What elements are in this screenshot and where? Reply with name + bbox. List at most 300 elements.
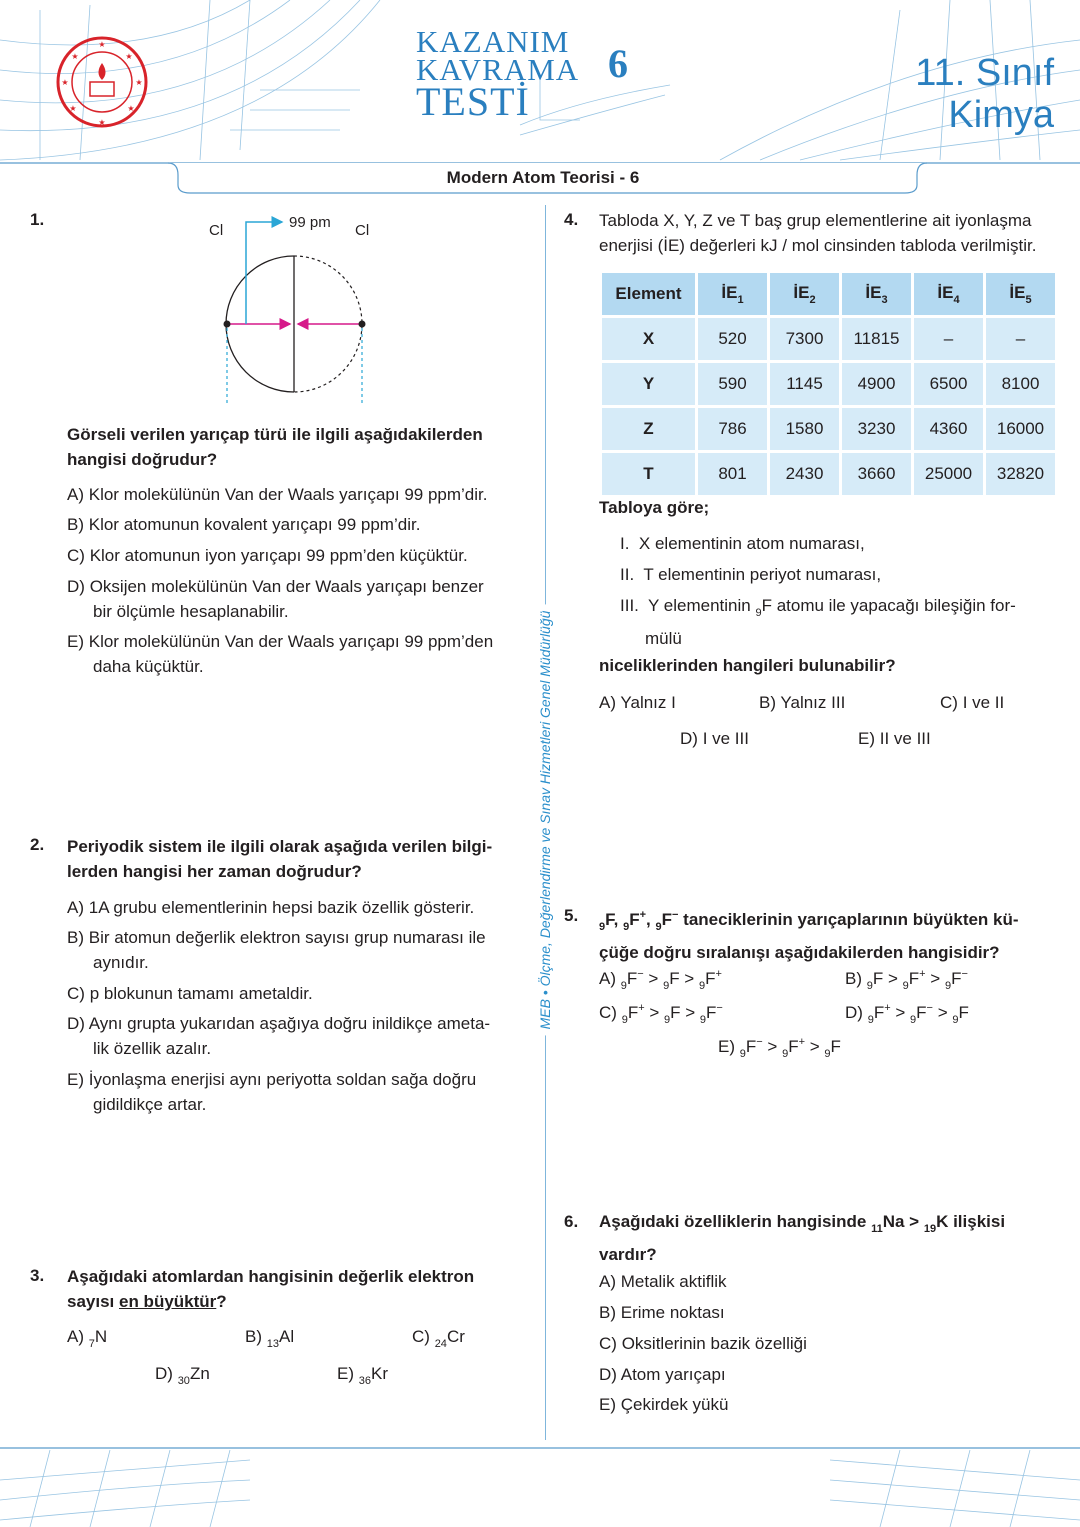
formula-operator: > (932, 1003, 953, 1022)
ie-value-cell: 786 (698, 408, 767, 450)
ion-charge: − (637, 968, 644, 980)
answer-option[interactable] (599, 690, 676, 715)
ie-value-cell: 590 (698, 363, 767, 405)
q4-item-3 (620, 593, 1016, 651)
element-symbol: F (605, 910, 614, 929)
formula-operator: > (643, 969, 664, 988)
chemical-species (923, 1212, 949, 1235)
option-formula (266, 1327, 295, 1350)
formula-operator: > (762, 1037, 783, 1056)
answer-option[interactable] (67, 1067, 476, 1117)
atomic-number: 9 (739, 1048, 746, 1060)
q6-stem (599, 1209, 1005, 1267)
option-text: bir ölçümle hesaplanabilir. (93, 602, 289, 621)
ie-value-cell: – (986, 318, 1055, 360)
option-line (67, 1092, 476, 1117)
topic-title: Modern Atom Teorisi - 6 (446, 168, 640, 187)
option-text: II ve III (879, 729, 931, 748)
option-label: A) (599, 969, 616, 988)
answer-option[interactable] (599, 1300, 725, 1325)
option-label: E) (67, 1070, 84, 1089)
ministry-logo (55, 35, 150, 130)
q6-stem-line: vardır? (599, 1245, 657, 1264)
answer-option[interactable] (67, 512, 420, 537)
formula-operator: , (613, 910, 624, 929)
atomic-number: 36 (358, 1375, 371, 1387)
option-label: D) (680, 729, 698, 748)
option-text: Metalik aktiflik (620, 1272, 727, 1291)
ie-value-cell: 16000 (986, 408, 1055, 450)
atomic-number: 13 (266, 1338, 279, 1350)
ie-value-cell: 6500 (914, 363, 983, 405)
formula-operator: > (644, 1003, 665, 1022)
svg-text:★: ★ (98, 40, 106, 49)
answer-option[interactable] (245, 1324, 294, 1357)
chemical-species (620, 968, 644, 992)
brand-line-3: TESTİ (416, 78, 530, 124)
q6-stem-text: Aşağıdaki özelliklerin hangisinde (599, 1212, 872, 1231)
ie-value-cell: 1145 (770, 363, 839, 405)
q3-stem-post: ? (216, 1292, 227, 1311)
header-index: 1 (737, 293, 744, 306)
option-text: Klor atomunun iyon yarıçapı 99 ppm’den küçüktür. (89, 546, 468, 565)
item-text: mülü (645, 629, 682, 648)
formula-operator: > (679, 969, 699, 988)
divider-text: MEB • Ölçme, Değerlendirme ve Sınav Hizmetleri Genel Müdürlüğü (537, 605, 553, 1036)
element-cell: Z (602, 408, 695, 450)
answer-option[interactable] (845, 996, 969, 1033)
element-symbol: F (761, 596, 772, 615)
element-symbol: Zn (189, 1364, 210, 1383)
header-element: Element (602, 273, 695, 315)
element-symbol: F (908, 969, 920, 988)
element-symbol: Kr (370, 1364, 388, 1383)
option-line (67, 925, 486, 950)
chemical-species (866, 969, 884, 992)
answer-option[interactable] (680, 726, 749, 751)
option-line (67, 981, 313, 1006)
option-line (67, 1067, 476, 1092)
atomic-number: 11 (871, 1223, 883, 1235)
ion-charge: − (672, 909, 679, 921)
element-symbol: F (626, 969, 638, 988)
option-text: Erime noktası (620, 1303, 725, 1322)
q4-item-1 (620, 534, 865, 554)
atomic-number: 9 (623, 921, 630, 933)
q2-number: 2. (30, 835, 45, 854)
svg-text:★: ★ (69, 104, 77, 113)
header-base: İE (865, 282, 882, 302)
svg-text:★: ★ (125, 52, 133, 61)
option-text: Oksijen molekülünün Van der Waals yarıçapı benzer (89, 577, 484, 596)
option-label: C) (412, 1327, 430, 1346)
grade-label: 11. Sınıf (915, 52, 1054, 94)
chemical-species (824, 1037, 841, 1060)
element-symbol: F (705, 969, 716, 988)
option-line (67, 950, 486, 975)
q4-lead: Tabloya göre; (599, 498, 710, 517)
ie-value-cell: 4360 (914, 408, 983, 450)
ie-value-cell: 25000 (914, 453, 983, 495)
option-formula (177, 1364, 210, 1387)
formula-operator: , (646, 910, 656, 929)
option-label: C) (67, 546, 85, 565)
option-text: I ve II (962, 693, 1005, 712)
svg-text:★: ★ (61, 78, 69, 87)
ion-charge: + (798, 1036, 806, 1048)
element-symbol: K (936, 1212, 949, 1231)
header-index: 5 (1025, 293, 1032, 306)
chemical-species (871, 1212, 905, 1235)
option-line (67, 599, 484, 624)
option-formula (739, 1036, 841, 1060)
table-header-row (602, 273, 1055, 315)
option-label: B) (245, 1327, 262, 1346)
chemical-species (910, 1002, 933, 1026)
roman-numeral: III. (620, 596, 639, 615)
option-label: A) (67, 1327, 84, 1346)
answer-option[interactable] (337, 1361, 388, 1394)
option-label: C) (940, 693, 958, 712)
brand-line-2: KAVRAMA (416, 51, 580, 87)
option-label: B) (67, 515, 84, 534)
brand-line-1: KAZANIM (416, 24, 570, 59)
header-ie (914, 273, 983, 315)
ion-charge: − (961, 968, 968, 980)
atomic-number: 9 (782, 1048, 789, 1060)
option-label: E) (67, 632, 84, 651)
header-ie (698, 273, 767, 315)
option-text: Yalnız I (620, 693, 676, 712)
q1-stem-line: hangisi doğrudur? (67, 450, 218, 469)
option-text: I ve III (702, 729, 749, 748)
cl-right-label: Cl (355, 222, 370, 239)
option-label: D) (67, 577, 85, 596)
element-symbol: F (670, 1003, 681, 1022)
ie-value-cell: 2430 (770, 453, 839, 495)
atomic-number: 24 (434, 1338, 447, 1350)
q5-stem-formula (599, 909, 679, 933)
option-label: A) (599, 1272, 616, 1291)
ie-value-cell: 3230 (842, 408, 911, 450)
answer-option[interactable] (940, 690, 1004, 715)
option-text: lik özellik azalır. (93, 1039, 212, 1058)
atomic-number: 9 (699, 1014, 707, 1026)
element-symbol: F (788, 1037, 799, 1056)
answer-option[interactable] (67, 482, 488, 507)
q5-stem (599, 903, 1019, 965)
answer-option[interactable] (599, 1392, 728, 1417)
atomic-number: 19 (923, 1223, 937, 1235)
ion-charge: + (715, 968, 722, 980)
option-formula (358, 1364, 388, 1387)
element-symbol: F (873, 1003, 885, 1022)
answer-option[interactable] (599, 1331, 807, 1356)
option-label: C) (599, 1003, 617, 1022)
ion-charge: + (639, 909, 647, 921)
q6-stem-formula (871, 1212, 949, 1235)
atomic-number: 9 (655, 921, 662, 933)
ie-value-cell: 801 (698, 453, 767, 495)
answer-option[interactable] (67, 629, 493, 679)
radius-label: 99 pm (289, 214, 331, 231)
chemical-species (663, 969, 680, 992)
option-label: B) (67, 928, 84, 947)
option-formula (434, 1327, 465, 1350)
ie-value-cell: 520 (698, 318, 767, 360)
q3-stem-line: Aşağıdaki atomlardan hangisinin değerlik elektron (67, 1267, 475, 1286)
header-ie (842, 273, 911, 315)
subject-label: Kimya (948, 94, 1054, 136)
chemical-species (621, 1002, 645, 1026)
formula-operator: > (925, 969, 945, 988)
option-formula (866, 968, 968, 992)
option-line (67, 543, 468, 568)
svg-text:★: ★ (98, 118, 106, 127)
chemical-species (177, 1364, 210, 1387)
chemical-species (88, 1327, 108, 1350)
answer-option[interactable] (759, 690, 845, 715)
element-symbol: F (706, 1003, 717, 1022)
atomic-number: 9 (902, 980, 909, 992)
atomic-number: 9 (944, 980, 952, 992)
chemical-species (699, 1002, 723, 1026)
svg-text:★: ★ (135, 78, 143, 87)
option-label: D) (155, 1364, 173, 1383)
element-symbol: F (951, 969, 962, 988)
q4-stem (599, 208, 1036, 258)
roman-numeral: II. (620, 565, 635, 584)
atomic-number: 9 (824, 1048, 831, 1060)
q3-number: 3. (30, 1266, 45, 1285)
ie-value-cell: 11815 (842, 318, 911, 360)
option-text: aynıdır. (93, 953, 149, 972)
option-label: B) (599, 1303, 616, 1322)
answer-option[interactable] (718, 1030, 841, 1067)
table-row (602, 363, 1055, 405)
ion-charge: − (756, 1036, 763, 1048)
option-label: A) (599, 693, 616, 712)
option-line (67, 1011, 490, 1036)
element-symbol: Al (278, 1327, 295, 1346)
item-text: atomu ile yapacağı bileşiğin for- (771, 596, 1016, 615)
atomic-number: 7 (88, 1338, 95, 1350)
option-line (67, 482, 488, 507)
ion-charge: − (926, 1002, 933, 1014)
ion-charge: + (638, 1002, 645, 1014)
option-text: gidildikçe artar. (93, 1095, 207, 1114)
option-formula (867, 1002, 969, 1026)
footer-pattern (0, 1440, 1080, 1527)
option-text: İyonlaşma enerjisi aynı periyotta soldan sağa doğru (88, 1070, 477, 1089)
option-label: C) (67, 984, 85, 1003)
answer-option[interactable] (599, 996, 723, 1033)
grade-subject (915, 52, 1054, 136)
element-cell: Y (602, 363, 695, 405)
answer-option[interactable] (67, 925, 486, 975)
option-label: A) (67, 485, 84, 504)
atomic-number: 9 (620, 980, 627, 992)
option-formula (88, 1327, 108, 1350)
formula-operator: > (805, 1037, 825, 1056)
ie-value-cell: – (914, 318, 983, 360)
chemical-species (782, 1036, 806, 1060)
answer-option[interactable] (858, 726, 931, 751)
ion-charge: + (919, 968, 926, 980)
chemical-species (655, 909, 679, 933)
option-label: E) (858, 729, 875, 748)
svg-text:★: ★ (71, 52, 79, 61)
table-row (602, 408, 1055, 450)
answer-option[interactable] (599, 1269, 727, 1294)
answer-option[interactable] (155, 1361, 210, 1394)
chemical-species (944, 968, 968, 992)
q5-stem-line: çüğe doğru sıralanışı aşağıdakilerden hangisidir? (599, 943, 1000, 962)
option-label: E) (337, 1364, 354, 1383)
option-label: E) (599, 1395, 616, 1414)
element-symbol: F (916, 1003, 927, 1022)
table-row (602, 318, 1055, 360)
option-text: Klor atomunun kovalent yarıçapı 99 ppm’dir. (88, 515, 421, 534)
option-text: Klor molekülünün Van der Waals yarıçapı 99 ppm’dir. (88, 485, 488, 504)
q4-stem-line: Tabloda X, Y, Z ve T baş grup elementlerine ait iyonlaşma (599, 211, 1032, 230)
answer-option[interactable] (67, 1011, 490, 1061)
roman-numeral: I. (620, 534, 630, 553)
q2-stem-line: lerden hangisi her zaman doğrudur? (67, 862, 362, 881)
atomic-number: 9 (599, 921, 606, 933)
option-label: D) (599, 1365, 617, 1384)
q3-stem (67, 1264, 474, 1314)
option-label: B) (845, 969, 862, 988)
ion-charge: + (884, 1002, 891, 1014)
answer-option[interactable] (67, 895, 474, 920)
answer-option[interactable] (845, 962, 968, 999)
option-text: Oksitlerinin bazik özelliği (621, 1334, 807, 1353)
element-symbol: Na (882, 1212, 905, 1231)
option-line (67, 574, 484, 599)
header-ie (770, 273, 839, 315)
answer-option[interactable] (67, 543, 468, 568)
option-text: Yalnız III (780, 693, 846, 712)
formula-operator: > (904, 1212, 924, 1231)
option-label: D) (67, 1014, 85, 1033)
q6-stem-text: ilişkisi (948, 1212, 1006, 1231)
answer-option[interactable] (67, 1324, 107, 1357)
q5-number: 5. (564, 906, 579, 925)
option-formula (621, 1002, 723, 1026)
q4-question: niceliklerinden hangileri bulunabilir? (599, 656, 896, 675)
option-text: p blokunun tamamı ametaldir. (89, 984, 313, 1003)
item-text: T elementinin periyot numarası, (643, 565, 882, 584)
element-symbol: F (627, 1003, 639, 1022)
answer-option[interactable] (67, 574, 484, 624)
ionization-energy-table (599, 270, 1058, 498)
option-line (67, 512, 420, 537)
chemical-species (266, 1327, 295, 1350)
chemical-species (698, 968, 722, 992)
atomic-number: 9 (698, 980, 706, 992)
atomic-number: 9 (910, 1014, 917, 1026)
option-label: E) (718, 1037, 735, 1056)
option-line (67, 895, 474, 920)
header-index: 3 (881, 293, 888, 306)
element-symbol: F (958, 1003, 969, 1022)
svg-text:★: ★ (127, 104, 135, 113)
atomic-number: 9 (867, 1014, 874, 1026)
q1-stem-line: Görseli verilen yarıçap türü ile ilgili aşağıdakilerden (67, 425, 483, 444)
answer-option[interactable] (599, 962, 722, 999)
option-text: Bir atomun değerlik elektron sayısı grup numarası ile (88, 928, 486, 947)
cl-radius-diagram (150, 205, 450, 415)
chemical-species (664, 1003, 681, 1026)
chemical-species (902, 968, 926, 992)
answer-option[interactable] (412, 1324, 465, 1357)
q5-stem-text: taneciklerinin yarıçaplarının büyükten kü- (678, 910, 1019, 929)
q2-stem (67, 834, 492, 884)
element-symbol: F (745, 1037, 757, 1056)
ie-value-cell: 8100 (986, 363, 1055, 405)
q4-number: 4. (564, 210, 579, 229)
option-text: Atom yarıçapı (620, 1365, 726, 1384)
cl-left-label: Cl (209, 222, 224, 239)
option-formula (620, 968, 722, 992)
q4-stem-line: enerjisi (İE) değerleri kJ / mol cinsinden tabloda verilmiştir. (599, 236, 1037, 255)
chemical-species (867, 1002, 891, 1026)
atomic-number: 9 (755, 607, 762, 619)
formula-operator: > (890, 1003, 911, 1022)
q3-stem-pre: sayısı (67, 1292, 119, 1311)
element-cell: T (602, 453, 695, 495)
ie-value-cell: 32820 (986, 453, 1055, 495)
answer-option[interactable] (599, 1362, 726, 1387)
header-base: İE (721, 282, 738, 302)
option-text: Çekirdek yükü (620, 1395, 729, 1414)
chemical-species (952, 1003, 969, 1026)
chemical-species (623, 909, 647, 933)
option-text: Klor molekülünün Van der Waals yarıçapı 99 ppm’den (88, 632, 494, 651)
element-symbol: F (872, 969, 884, 988)
element-symbol: F (830, 1037, 841, 1056)
option-label: B) (759, 693, 776, 712)
header-base: İE (793, 282, 810, 302)
atomic-number: 9 (866, 980, 873, 992)
q3-stem-line (67, 1289, 474, 1314)
chemical-species (358, 1364, 388, 1387)
element-symbol: F (629, 910, 640, 929)
chemical-species (739, 1036, 763, 1060)
atomic-number: 30 (177, 1375, 190, 1387)
answer-option[interactable] (67, 981, 313, 1006)
header-ie (986, 273, 1055, 315)
q4-item-2 (620, 565, 881, 585)
test-number: 6 (608, 41, 628, 86)
item-text: X elementinin atom numarası, (638, 534, 865, 553)
header-base: İE (937, 282, 954, 302)
option-text: daha küçüktür. (93, 657, 204, 676)
formula-operator: > (680, 1003, 700, 1022)
item-text: Y elementinin (648, 596, 756, 615)
q6-number: 6. (564, 1212, 579, 1231)
option-label: D) (845, 1003, 863, 1022)
option-line (67, 1036, 490, 1061)
q1-stem (67, 422, 483, 472)
atomic-number: 9 (952, 1014, 959, 1026)
chemical-species (434, 1327, 465, 1350)
q2-stem-line: Periyodik sistem ile ilgili olarak aşağıda verilen bilgi- (67, 837, 493, 856)
ie-value-cell: 3660 (842, 453, 911, 495)
atomic-number: 9 (664, 1014, 671, 1026)
option-label: C) (599, 1334, 617, 1353)
